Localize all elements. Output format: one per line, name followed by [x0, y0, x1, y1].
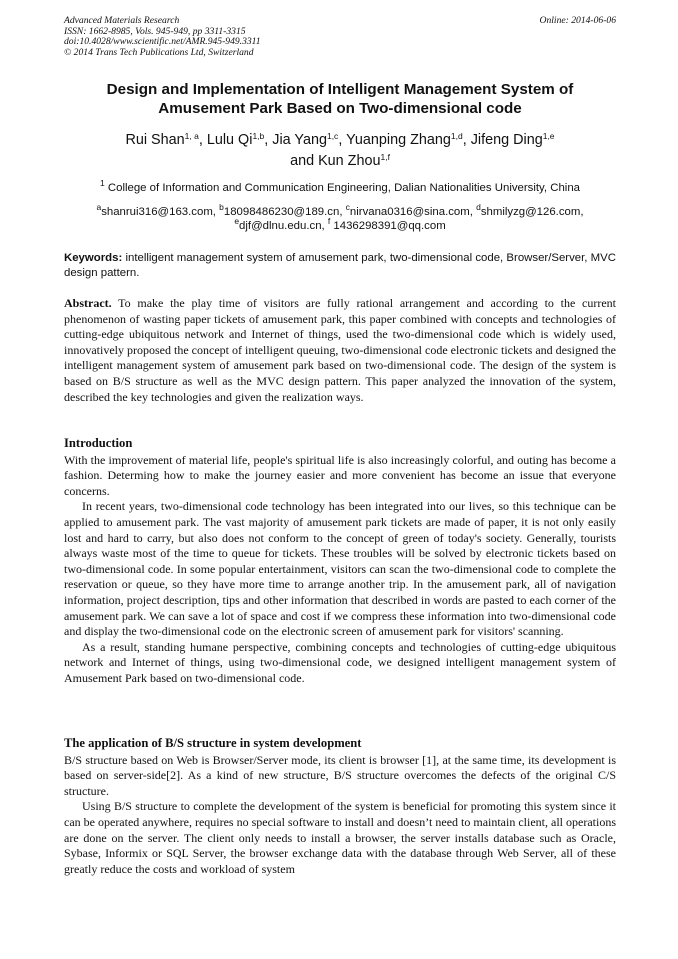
- email-sup: f: [327, 216, 331, 226]
- bs-structure-section: [64, 736, 616, 877]
- author-separator: ,: [462, 132, 471, 148]
- abstract: [64, 296, 616, 405]
- author-sup: 1, a: [184, 131, 199, 141]
- email-address: 1436298391@qq.com: [330, 220, 446, 232]
- paragraph: With the improvement of material life, people's spiritual life is also increasingly colorful, and outing has become a fashion. Determing how to make the journey easier and more convenient has become an issue that everyone concerns.: [64, 452, 616, 498]
- title-line-1: Design and Implementation of Intelligent Management System of: [106, 81, 574, 98]
- author-list: [64, 130, 616, 172]
- email-line-2: [64, 216, 616, 233]
- journal-header: [64, 16, 616, 58]
- author-name: and Kun Zhou: [290, 153, 381, 169]
- author-separator: ,: [338, 132, 347, 148]
- author-name: Yuanping Zhang: [346, 132, 451, 148]
- title-line-2: Amusement Park Based on Two-dimensional code: [158, 100, 522, 117]
- section-heading: Introduction: [64, 436, 133, 450]
- doi-line: doi:10.4028/www.scientific.net/AMR.945-949.3311: [64, 36, 261, 48]
- email-sup: b: [219, 202, 224, 212]
- introduction-section: [64, 436, 616, 687]
- paragraph: In recent years, two-dimensional code technology has been integrated into our lives, so this technique can be applied to amusement park. The vast majority of amusement park tickets are made of paper, it is not only easily lost and hard to carry, but also does not conform to the concept of green of today's society. Generally, tourists always waste most of the time to queue for tickets. These troubles will be solved by electronic tickets based on two-dimensional code. In some popular entertainment, visitors can scan the two-dimensional code to complete the reservation or queue, so they have more time to arrange another trip. In the amusement park, all of navigation information, project description, tips and other information that described in words are pasted to each corner of the amusement park. We can save a lot of space and cost if we compress these information into two-dimensional code and display the two-dimensional code on the electronic screen of amusement park for visitors' scanning.: [64, 499, 616, 639]
- journal-name: Advanced Materials Research: [64, 15, 180, 26]
- affiliation-text: College of Information and Communication Engineering, Dalian Nationalities University, China: [107, 182, 581, 194]
- keywords: [64, 251, 616, 281]
- issn-line: ISSN: 1662-8985, Vols. 945-949, pp 3311-3315: [64, 25, 246, 37]
- paragraph: Using B/S structure to complete the development of the system is beneficial for promoting this system since it can be operated anywhere, requires no special software to install and doesn’t need to maintain client, all operations are done on the server. The client only needs to install a browser, the server installs database such as Oracle, Sybase, Informix or SQL Server, the browser exchange data with the database through Web Server, all of these greatly reduce the costs and workload of system: [64, 799, 616, 876]
- copyright-line: © 2014 Trans Tech Publications Ltd, Switzerland: [64, 46, 254, 58]
- abstract-label: Abstract.: [64, 296, 112, 310]
- author-name: Lulu Qi: [206, 132, 253, 148]
- email-address: shmilyzg@126.com,: [480, 206, 584, 218]
- email-address: shanrui316@163.com,: [101, 206, 220, 218]
- email-sup: a: [96, 202, 102, 212]
- email-address: nirvana0316@sina.com,: [349, 206, 477, 218]
- author-line-1: [64, 130, 616, 151]
- author-name: Jia Yang: [272, 132, 327, 148]
- affiliation-sup: 1: [99, 178, 105, 188]
- online-date: Online: 2014-06-06: [539, 15, 616, 26]
- author-sup: 1,c: [326, 131, 339, 141]
- author-separator: ,: [198, 132, 207, 148]
- author-sup: 1,b: [252, 131, 265, 141]
- author-sup: 1,f: [380, 152, 390, 162]
- author-line-2: [64, 151, 616, 172]
- paper-title: [64, 80, 616, 118]
- author-name: Jifeng Ding: [470, 132, 543, 148]
- section-heading: The application of B/S structure in system development: [64, 736, 362, 750]
- email-list: [64, 202, 616, 233]
- paragraph: B/S structure based on Web is Browser/Server mode, its client is browser [1], at the same time, its development is based on server-side[2]. As a kind of new structure, B/S structure overcomes the defects of the original C/S structure.: [64, 752, 616, 798]
- author-name: Rui Shan: [125, 132, 185, 148]
- email-sup: c: [345, 202, 350, 212]
- author-sup: 1,d: [450, 131, 463, 141]
- abstract-text: To make the play time of visitors are fully rational arrangement and according to the current phenomenon of wasting paper tickets of amusement park, this paper combined with concepts and technologies of cutting-edge ubiquitous network and Internet of things, used the two-dimensional code which is widely used, innovatively proposed the concept of intelligent queuing, two-dimensional code electronic tickets and designed the intelligent management system of amusement park based on two-dimensional code. The design of the system is based on B/S structure as well as the MVC design pattern. This paper analyzed the innovation of the system, described the key technologies and given the realization ways.: [64, 296, 616, 404]
- keywords-text: intelligent management system of amusement park, two-dimensional code, Browser/Server, MVC design pattern.: [64, 252, 616, 279]
- email-sup: e: [234, 216, 240, 226]
- email-sup: d: [476, 202, 481, 212]
- email-address: 18098486230@189.cn,: [223, 206, 346, 218]
- keywords-label: Keywords:: [64, 252, 123, 264]
- paragraph: As a result, standing humane perspective, combining concepts and technologies of cutting-edge ubiquitous network and Internet of things, using two-dimensional code, we designed intelligent management system of Amusement Park based on two-dimensional code.: [64, 639, 616, 685]
- email-address: djf@dlnu.edu.cn,: [239, 220, 328, 232]
- affiliation: [64, 178, 616, 195]
- email-line-1: [64, 202, 616, 219]
- author-separator: ,: [264, 132, 273, 148]
- author-sup: 1,e: [542, 131, 555, 141]
